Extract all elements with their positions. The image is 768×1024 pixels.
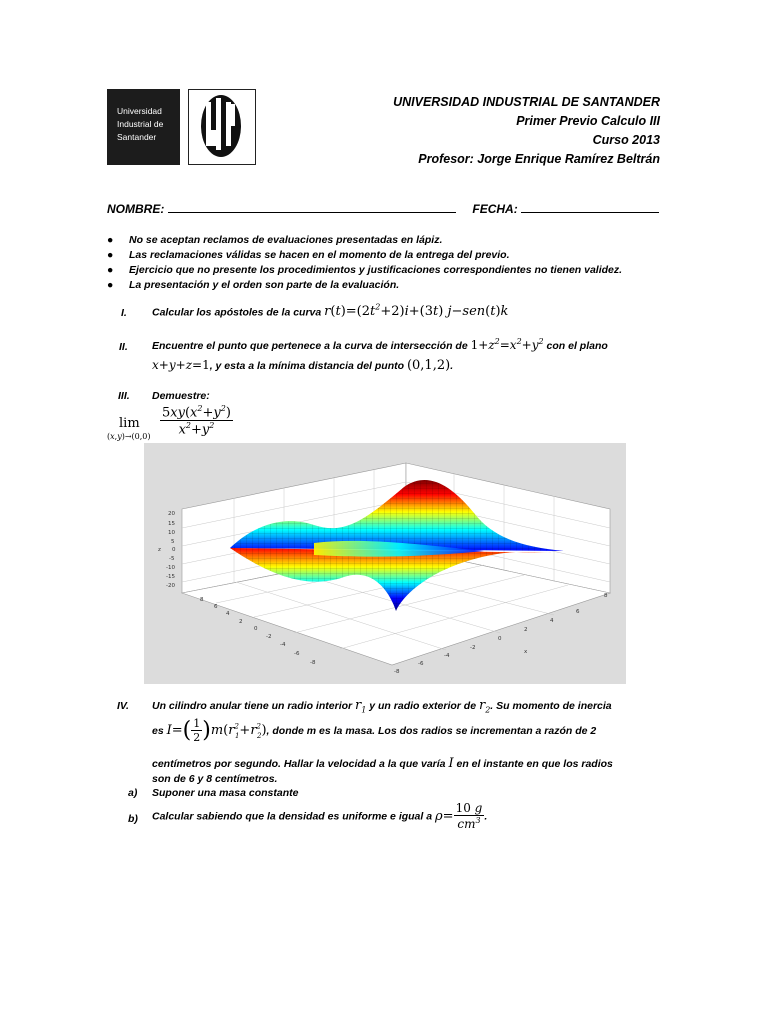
z-tick: 20 xyxy=(168,511,175,517)
rules-list xyxy=(107,233,667,293)
item-a-text: Suponer una masa constante xyxy=(152,787,299,799)
question-1-number: I. xyxy=(121,307,127,319)
z-tick: 0 xyxy=(172,547,176,553)
rule-item: ● La presentación y el orden son parte de la evaluación. xyxy=(107,279,400,291)
y-tick: 4 xyxy=(226,611,230,617)
y-tick: 0 xyxy=(254,626,258,632)
x-tick: 4 xyxy=(550,618,554,624)
y-tick: 6 xyxy=(214,604,218,610)
density-formula: ρ= $\frac{10 g}{cm^3}$ xyxy=(435,801,483,831)
surface-formula: $1+z^2=x^2+y^2$ xyxy=(470,337,544,352)
question-4-number: IV. xyxy=(117,700,129,712)
rule-item: ● No se aceptan reclamos de evaluaciones presentadas en lápiz. xyxy=(107,234,443,246)
x-tick: -8 xyxy=(394,669,400,675)
name-label: NOMBRE: xyxy=(107,202,165,216)
bullet-icon: ● xyxy=(107,279,114,291)
item-b-label: b) xyxy=(128,813,138,825)
logo-line: Santander xyxy=(117,132,157,142)
question-4-line3: centímetros por segundo. Hallar la velocidad a la que varía I en el instante en que los radios xyxy=(152,756,613,771)
rule-item: ● Las reclamaciones válidas se hacen en el momento de la entrega del previo. xyxy=(107,249,510,261)
y-tick: 8 xyxy=(200,597,204,603)
date-field[interactable] xyxy=(521,202,659,213)
logo-line: Industrial de xyxy=(117,119,164,129)
x-tick: 6 xyxy=(576,609,580,615)
limit-formula: lim (x,y)→(0,0) $\frac{5xy(x^2+y^2)}{x^2+y^2}$ xyxy=(107,404,231,441)
inertia-formula: I=( $\frac{1}{2}$ )$m(r^2_1+r^2_2)$ xyxy=(166,717,267,744)
question-1 xyxy=(152,303,508,319)
surface-plot xyxy=(144,443,626,684)
y-tick: -2 xyxy=(266,634,272,640)
z-axis-label: z xyxy=(158,547,161,553)
question-3-number: III. xyxy=(118,390,130,402)
question-2-line2: x+y+z=1, y esta a la mínima distancia del punto (0,1,2). xyxy=(152,358,454,373)
date-label: FECHA: xyxy=(472,202,518,216)
question-2-number: II. xyxy=(119,341,128,353)
z-tick: 5 xyxy=(171,539,175,545)
z-tick: -15 xyxy=(166,574,175,580)
question-4-line4: son de 6 y 8 centímetros. xyxy=(152,773,278,785)
z-tick: -10 xyxy=(166,565,175,571)
question-1-text: Calcular los apóstoles de la curva xyxy=(152,306,322,319)
uis-emblem-icon xyxy=(189,90,254,163)
x-tick: 2 xyxy=(524,627,528,633)
x-tick: -2 xyxy=(470,645,476,651)
x-tick: -6 xyxy=(418,661,424,667)
question-2-text-b: con el plano xyxy=(546,340,608,352)
y-tick: 2 xyxy=(239,619,243,625)
name-field[interactable] xyxy=(168,202,456,213)
question-2-text-a: Encuentre el punto que pertenece a la curva de intersección de xyxy=(152,340,468,352)
curve-formula: $r(t)=(2t^2+2)i+(3t)$ j−sen(t)k xyxy=(324,303,509,320)
question-2-line1 xyxy=(152,337,608,352)
question-4-line2: es I=( $\frac{1}{2}$ )$m(r^2_1+r^2_2)$, donde m es la masa. Los dos radios se incrementan a razón de 2 xyxy=(152,717,597,744)
question-2-text-c: , y esta a la mínima distancia del punto xyxy=(209,360,405,372)
item-b-text: Calcular sabiendo que la densidad es uniforme e igual a xyxy=(152,810,433,823)
professor-name: Profesor: Jorge Enrique Ramírez Beltrán xyxy=(418,152,660,166)
item-a-label: a) xyxy=(128,787,138,799)
bullet-icon: ● xyxy=(107,249,114,261)
z-tick: -20 xyxy=(166,583,175,589)
y-tick: -6 xyxy=(294,651,300,657)
y-tick: -8 xyxy=(310,660,316,666)
university-logo-text xyxy=(107,89,180,165)
exam-title: Primer Previo Calculo III xyxy=(516,114,660,128)
name-date-line xyxy=(107,202,659,216)
course-year: Curso 2013 xyxy=(592,133,660,147)
item-b: Calcular sabiendo que la densidad es uniforme e igual a ρ= $\frac{10 g}{cm^3}$ . xyxy=(152,801,488,831)
bullet-icon: ● xyxy=(107,234,114,246)
point-formula: (0,1,2) xyxy=(406,358,451,373)
logo-line: Universidad xyxy=(117,106,162,116)
question-3-text: Demuestre: xyxy=(152,390,210,402)
plane-formula: x+y+z=1 xyxy=(152,358,210,372)
rule-item: ● Ejercicio que no presente los procedimientos y justificaciones correspondientes no tienen validez. xyxy=(107,264,623,276)
x-axis-label: x xyxy=(524,649,528,655)
bullet-icon: ● xyxy=(107,264,114,276)
x-tick: 8 xyxy=(604,593,608,599)
z-tick: 10 xyxy=(168,530,175,536)
y-tick: -4 xyxy=(280,642,286,648)
x-tick: 0 xyxy=(498,636,502,642)
x-tick: -4 xyxy=(444,653,450,659)
z-tick: -5 xyxy=(169,556,175,562)
uis-logo-mark xyxy=(188,89,256,165)
question-4-line1: Un cilindro anular tiene un radio interior $r_1$ y un radio exterior de $r_2$. Su momento de inercia xyxy=(152,698,612,715)
z-tick: 15 xyxy=(168,521,175,527)
university-title: UNIVERSIDAD INDUSTRIAL DE SANTANDER xyxy=(393,95,660,109)
surface-plot-svg xyxy=(144,443,626,684)
